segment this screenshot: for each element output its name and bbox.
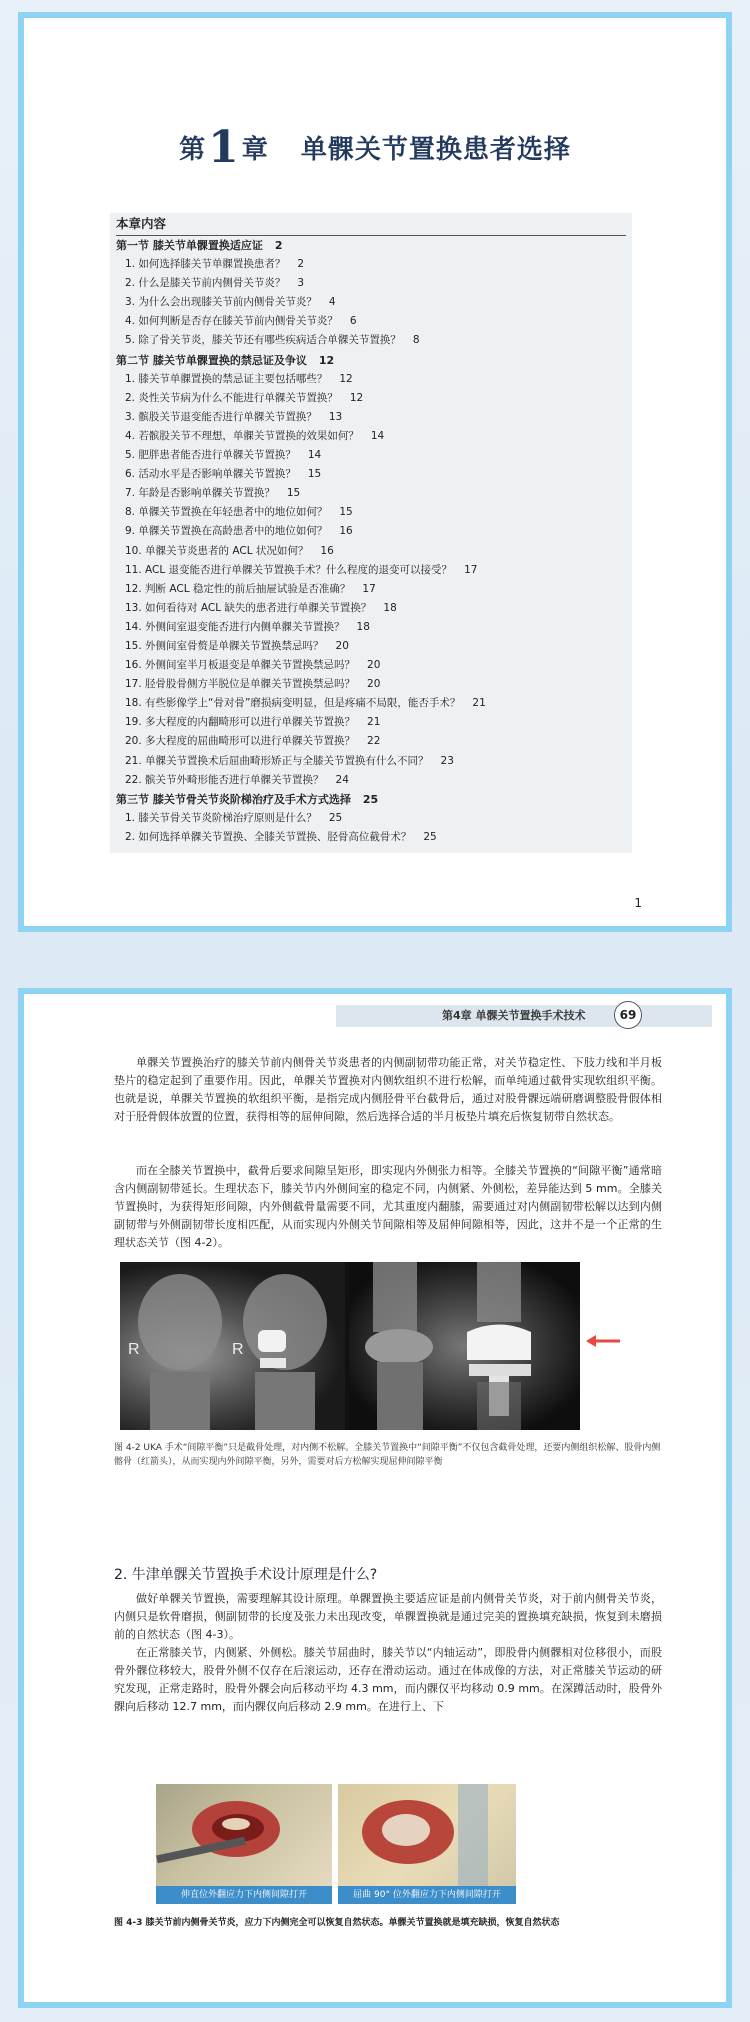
toc-entry-page: 15 — [286, 487, 301, 500]
toc-entry-text: 2. 如何选择单髁关节置换、全膝关节置换、胫骨高位截骨术？ — [125, 830, 412, 843]
toc-item — [116, 752, 632, 771]
toc-entry-text: 9. 单髁关节置换在高龄患者中的地位如何？ — [125, 525, 328, 538]
toc-entry-page: 15 — [307, 468, 322, 481]
toc-entry-text: 22. 髌关节外畸形能否进行单髁关节置换？ — [125, 773, 324, 786]
toc-entry-page: 23 — [440, 754, 454, 767]
toc-entry-page: 12 — [318, 353, 335, 367]
toc-item — [116, 675, 632, 694]
toc-entry-text: 17. 胫骨股骨侧方半脱位是单髁关节置换禁忌吗？ — [125, 678, 356, 691]
toc-item — [116, 828, 632, 847]
toc-entry-page: 22 — [367, 735, 381, 748]
toc-item — [116, 656, 632, 675]
figure-4-2-caption: 图 4-2 UKA 手术“间隙平衡”只是截骨处理，对内侧不松解。全膝关节置换中“间隙平衡”不仅包含截骨处理，还要内侧组织松解、股骨内侧髂骨（红箭头），从而实现内外间隙平衡，另外，需要对后方松解实现屈伸间隙平衡 — [114, 1443, 661, 1467]
toc-entry-text: 21. 单髁关节置换术后屈曲畸形矫正与全膝关节置换有什么不同？ — [125, 754, 429, 767]
toc-entry-page: 17 — [362, 582, 376, 595]
photo-extension-drawing — [156, 1784, 332, 1886]
toc-item — [116, 618, 632, 637]
toc-entry-page: 13 — [328, 410, 343, 423]
toc-entry-page: 18 — [383, 601, 397, 614]
chapter-prefix: 第 — [179, 135, 207, 165]
toc-entry-text: 13. 如何看待对 ACL 缺失的患者进行单髁关节置换？ — [125, 601, 372, 614]
book-page-1 — [18, 12, 732, 932]
toc-entry-page: 20 — [335, 639, 349, 652]
paragraph-2: 而在全膝关节置换中，截骨后要求间隙呈矩形，即实现内外侧张力相等。全膝关节置换的“间隙平衡”通常暗含内侧副韧带延长。生理状态下，膝关节内外侧间室的稳定不同，内侧紧、外侧松，差异能达到 5 mm。全膝关节置换时，为获得矩形间隙，内外侧截骨量需要不同，尤其重度内翻膝，需要通过对内侧副韧带松解以达到内侧副韧带与外侧副韧带长度相匹配，从而实现内外侧关节间隙相等及屈伸间隙相等，因此，这并不是一个正常的生理状态关节（图 4-2）。 — [114, 1164, 662, 1249]
toc-entry-text: 16. 外侧间室半月板退变是单髁关节置换禁忌吗？ — [125, 659, 356, 672]
toc-section — [116, 790, 632, 809]
toc-entry-text: 第一节 膝关节单髁置换适应证 — [116, 239, 263, 252]
toc-item — [116, 408, 632, 427]
photo-extension — [156, 1784, 332, 1904]
running-header — [24, 999, 726, 1029]
toc-item — [116, 465, 632, 484]
figure-4-2-xray — [120, 1262, 580, 1430]
xray-marker-left: R — [128, 1341, 140, 1358]
paragraph-4: 在正常膝关节，内侧紧、外侧松。膝关节屈曲时，膝关节以“内轴运动”，即股骨内侧髁相对位移很小，而股骨外髁位移较大，股骨外侧不仅存在后滚运动，还存在滑动运动。通过在体成像的方法，对正常膝关节运动的研究发现，正常走路时，股骨外髁会向后移动平均 4.3 mm，而内髁仅平均移动 0.9 mm。在深蹲活动时，股骨外髁向后移动 12.7 mm，而内髁仅向后移动 2.9 mm。在进行上、下 — [114, 1646, 662, 1713]
chapter-suffix: 章 — [241, 135, 269, 165]
chapter-title: 单髁关节置换患者选择 — [300, 135, 571, 165]
toc-entry-page: 16 — [320, 544, 334, 557]
toc-entry-text: 5. 肥胖患者能否进行单髁关节置换？ — [125, 449, 296, 462]
toc-item — [116, 503, 632, 522]
toc-entry-text: 5. 除了骨关节炎，膝关节还有哪些疾病适合单髁关节置换？ — [125, 334, 401, 347]
toc-item — [116, 255, 632, 274]
xray-tka — [349, 1262, 580, 1430]
toc-entry-text: 3. 为什么会出现膝关节前内侧骨关节炎？ — [125, 296, 317, 309]
toc-entry-text: 4. 如何判断是否存在膝关节前内侧骨关节炎？ — [125, 315, 338, 328]
toc-entry-text: 1. 如何选择膝关节单髁置换患者？ — [125, 258, 286, 271]
toc-entry-page: 16 — [339, 525, 353, 538]
toc-item — [116, 312, 632, 331]
toc-section — [116, 351, 632, 370]
toc-entry-text: 12. 判断 ACL 稳定性的前后抽屉试验是否准确？ — [125, 582, 351, 595]
toc-item — [116, 809, 632, 828]
toc-entry-text: 19. 多大程度的内翻畸形可以进行单髁关节置换？ — [125, 716, 356, 729]
toc-entry-text: 8. 单髁关节置换在年轻患者中的地位如何？ — [125, 506, 328, 519]
toc-entry-page: 2 — [297, 258, 305, 271]
photo-label-extension: 伸直位外翻应力下内侧间隙打开 — [156, 1886, 332, 1904]
red-arrow-icon — [586, 1334, 620, 1348]
xray-marker-right: R — [232, 1341, 244, 1358]
toc-item — [116, 331, 632, 350]
toc-entry-page: 15 — [339, 506, 353, 519]
xray-tka-drawing — [349, 1262, 580, 1430]
toc-item — [116, 522, 632, 541]
toc-entry-page: 25 — [423, 830, 437, 843]
toc-item — [116, 732, 632, 751]
photo-flexion-drawing — [338, 1784, 516, 1886]
toc-entry-page: 14 — [307, 449, 322, 462]
chapter-heading — [24, 118, 726, 173]
toc-entry-text: 7. 年龄是否影响单髁关节置换？ — [125, 487, 275, 500]
figure-4-3-photos — [156, 1784, 516, 1904]
toc-item — [116, 580, 632, 599]
header-chapter: 第4章 单髁关节置换手术技术 — [442, 1009, 586, 1022]
toc-entry-page: 18 — [356, 620, 370, 633]
photo-flexion — [338, 1784, 516, 1904]
toc-item — [116, 446, 632, 465]
toc-entry-text: 第二节 膝关节单髁置换的禁忌证及争议 — [116, 353, 307, 367]
paragraph-3: 做好单髁关节置换，需要理解其设计原理。单髁置换主要适应证是前内侧骨关节炎，对于前内侧骨关节炎，内侧只是软骨磨损，侧副韧带的长度及张力未出现改变，单髁置换就是通过完美的置换填充缺损，恢复到未磨损前的自然状态（图 4-3）。 — [114, 1592, 662, 1641]
toc-entry-text: 15. 外侧间室骨赘是单髁关节置换禁忌吗？ — [125, 639, 324, 652]
xray-uka-drawing — [120, 1262, 345, 1430]
toc-entry-page: 14 — [370, 429, 385, 442]
toc-entry-text: 6. 活动水平是否影响单髁关节置换？ — [125, 468, 296, 481]
toc-entry-page: 25 — [362, 792, 379, 806]
toc-item — [116, 713, 632, 732]
toc-entry-page: 20 — [367, 659, 381, 672]
figure-4-3-caption: 图 4-3 膝关节前内侧骨关节炎，应力下内侧完全可以恢复自然状态。单髁关节置换就是填充缺损，恢复自然状态 — [114, 1918, 560, 1928]
toc-entry-text: 11. ACL 退变能否进行单髁关节置换手术？什么程度的退变可以接受？ — [125, 563, 453, 576]
book-page-2 — [18, 988, 732, 2008]
toc-entry-text: 14. 外侧间室退变能否进行内侧单髁关节置换？ — [125, 620, 345, 633]
toc-item — [116, 771, 632, 790]
toc-section — [116, 236, 632, 255]
toc-entry-text: 第三节 膝关节骨关节炎阶梯治疗及手术方式选择 — [116, 792, 351, 806]
toc-entry-text: 4. 若髌股关节不理想，单髁关节置换的效果如何？ — [125, 429, 359, 442]
toc-entry-page: 12 — [339, 372, 353, 385]
toc-entry-page: 17 — [464, 563, 478, 576]
toc-entry-page: 20 — [367, 678, 381, 691]
toc-entry-text: 2. 炎性关节病为什么不能进行单髁关节置换？ — [125, 391, 338, 404]
toc-entry-page: 24 — [335, 773, 349, 786]
toc-list — [116, 236, 632, 847]
toc-item — [116, 542, 632, 561]
toc-entry-text: 1. 膝关节骨关节炎阶梯治疗原则是什么？ — [125, 811, 317, 824]
toc-entry-text: 1. 膝关节单髁置换的禁忌证主要包括哪些？ — [125, 372, 328, 385]
page-number: 1 — [634, 896, 642, 910]
toc-entry-page: 21 — [367, 716, 381, 729]
toc-header: 本章内容 — [116, 213, 626, 236]
section-title: 2. 牛津单髁关节置换手术设计原理是什么? — [114, 1567, 378, 1583]
photo-label-flexion: 屈曲 90° 位外翻应力下内侧间隙打开 — [338, 1886, 516, 1904]
toc-item — [116, 389, 632, 408]
toc-item — [116, 637, 632, 656]
header-page-number: 69 — [614, 1001, 642, 1029]
toc-item — [116, 370, 632, 389]
toc-entry-text: 20. 多大程度的屈曲畸形可以进行单髁关节置换？ — [125, 735, 356, 748]
toc-entry-page: 21 — [472, 697, 486, 710]
toc-entry-text: 10. 单髁关节炎患者的 ACL 状况如何？ — [125, 544, 309, 557]
toc-entry-page: 6 — [349, 315, 357, 328]
toc-entry-text: 2. 什么是膝关节前内侧骨关节炎？ — [125, 277, 286, 290]
toc-item — [116, 427, 632, 446]
table-of-contents — [110, 213, 632, 853]
toc-item — [116, 484, 632, 503]
chapter-number: 1 — [208, 122, 240, 173]
toc-item — [116, 274, 632, 293]
toc-item — [116, 694, 632, 713]
toc-item — [116, 293, 632, 312]
toc-entry-page: 3 — [297, 277, 305, 290]
toc-item — [116, 599, 632, 618]
toc-entry-page: 8 — [412, 334, 420, 347]
toc-entry-text: 18. 有些影像学上“骨对骨”磨损病变明显，但是疼痛不局限，能否手术？ — [125, 697, 461, 710]
toc-entry-page: 25 — [328, 811, 343, 824]
toc-entry-text: 3. 髌股关节退变能否进行单髁关节置换？ — [125, 410, 317, 423]
xray-uka — [120, 1262, 345, 1430]
toc-entry-page: 4 — [328, 296, 336, 309]
toc-entry-page: 12 — [349, 391, 364, 404]
toc-entry-page: 2 — [274, 239, 283, 252]
paragraph-1: 单髁关节置换治疗的膝关节前内侧骨关节炎患者的内侧副韧带功能正常，对关节稳定性、下肢力线和半月板垫片的稳定起到了重要作用。因此，单髁关节置换对内侧软组织不进行松解，而单纯通过截骨实现软组织平衡。也就是说，单髁关节置换的软组织平衡，是指完成内侧胫骨平台截骨后，通过对股骨髁远端研磨调整股骨假体相对于胫骨假体放置的位置，获得相等的屈伸间隙，然后选择合适的半月板垫片填充后恢复韧带自然状态。 — [114, 1056, 662, 1123]
toc-item — [116, 561, 632, 580]
